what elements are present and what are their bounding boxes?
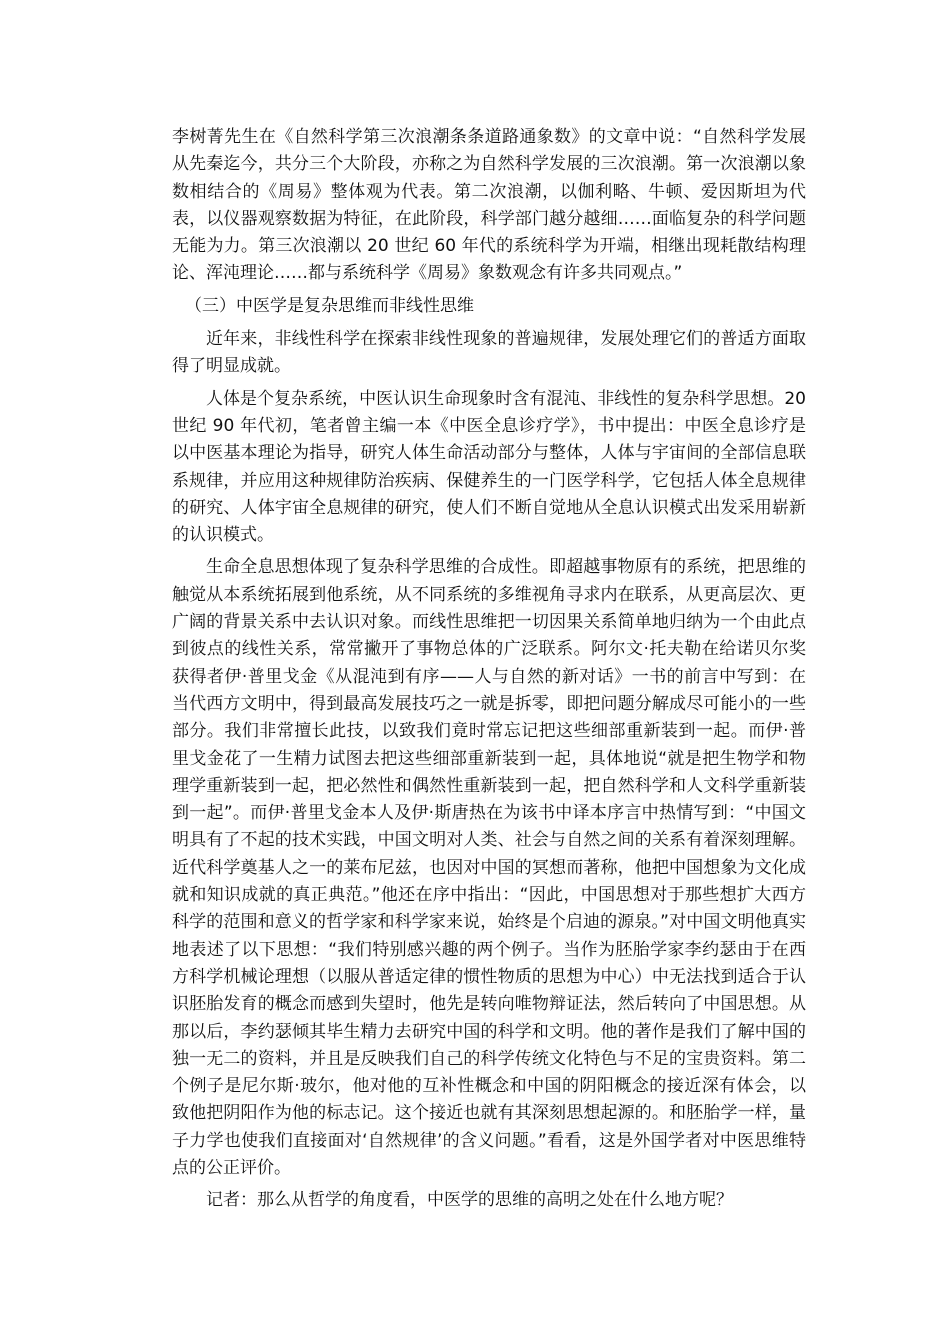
body-paragraph: 生命全息思想体现了复杂科学思维的合成性。即超越事物原有的系统，把思维的触觉从本系统拓展到他系统，从不同系统的多维视角寻求内在联系，从更高层次、更广阔的背景关系中去认识对象。而线性思维把一切因果关系简单地归纳为一个由此点到彼点的线性关系，常常撇开了事物总体的广泛联系。阿尔文·托夫勒在给诺贝尔奖获得者伊·普里戈金《从混沌到有序——人与自然的新对话》一书的前言中写到：在当代西方文明中，得到最高发展技巧之一就是拆零，即把问题分解成尽可能小的一些部分。我们非常擅长此技，以致我们竟时常忘记把这些细部重新装到一起。而伊·普里戈金花了一生精力试图去把这些细部重新装到一起，具体地说“就是把生物学和物理学重新装到一起，把必然性和偶然性重新装到一起，把自然科学和人文科学重新装到一起”。而伊·普里戈金本人及伊·斯唐热在为该书中译本序言中热情写到：“中国文明具有了不起的技术实践，中国文明对人类、社会与自然之间的关系有着深刻理解。近代科学奠基人之一的莱布尼兹，也因对中国的冥想而著称，他把中国想象为文化成就和知识成就的真正典范。”他还在序中指出：“因此，中国思想对于那些想扩大西方科学的范围和意义的哲学家和科学家来说，始终是个启迪的源泉。”对中国文明他真实地表述了以下思想：“我们特别感兴趣的两个例子。当作为胚胎学家李约瑟由于在西方科学机械论理想（以服从普适定律的惯性物质的思想为中心）中无法找到适合于认识胚胎发育的概念而感到失望时，他先是转向唯物辩证法，然后转向了中国思想。从那以后，李约瑟倾其毕生精力去研究中国的科学和文明。他的著作是我们了解中国的独一无二的资料，并且是反映我们自己的科学传统文化特色与不足的宝贵资料。第二个例子是尼尔斯·玻尔，他对他的互补性概念和中国的阴阳概念的接近深有体会，以致他把阴阳作为他的标志记。这个接近也就有其深刻思想起源的。和胚胎学一样，量子力学也使我们直接面对‘自然规律’的含义问题。”看看，这是外国学者对中医思维特点的公正评价。 [172, 557, 806, 1178]
body-paragraph: 记者：那么从哲学的角度看，中医学的思维的高明之处在什么地方呢？ [206, 1190, 733, 1211]
document-page [172, 124, 806, 1220]
body-paragraph: 近年来，非线性科学在探索非线性现象的普遍规律，发展处理它们的普适方面取得了明显成就。 [172, 329, 806, 377]
body-paragraph: 李树菁先生在《自然科学第三次浪潮条条道路通象数》的文章中说：“自然科学发展从先秦迄今，共分三个大阶段，亦称之为自然科学发展的三次浪潮。第一次浪潮以象数相结合的《周易》整体观为代表。第二次浪潮，以伽利略、牛顿、爱因斯坦为代表，以仪器观察数据为特征，在此阶段，科学部门越分越细……面临复杂的科学问题无能为力。第三次浪潮以 20 世纪 60 年代的系统科学为开端，相继出现耗散结构理论、浑沌理论……都与系统科学《周易》象数观念有许多共同观点。” [172, 127, 806, 284]
body-paragraph: 人体是个复杂系统，中医认识生命现象时含有混沌、非线性的复杂科学思想。20 世纪 90 年代初，笔者曾主编一本《中医全息诊疗学》，书中提出：中医全息诊疗是以中医基本理论为指导，研究人体生命活动部分与整体，人体与宇宙间的全部信息联系规律，并应用这种规律防治疾病、保健养生的一门医学科学，它包括人体全息规律的研究、人体宇宙全息规律的研究，使人们不断自觉地从全息认识模式出发采用崭新的认识模式。 [172, 388, 806, 546]
section-heading: （三）中医学是复杂思维而非线性思维 [185, 295, 474, 316]
